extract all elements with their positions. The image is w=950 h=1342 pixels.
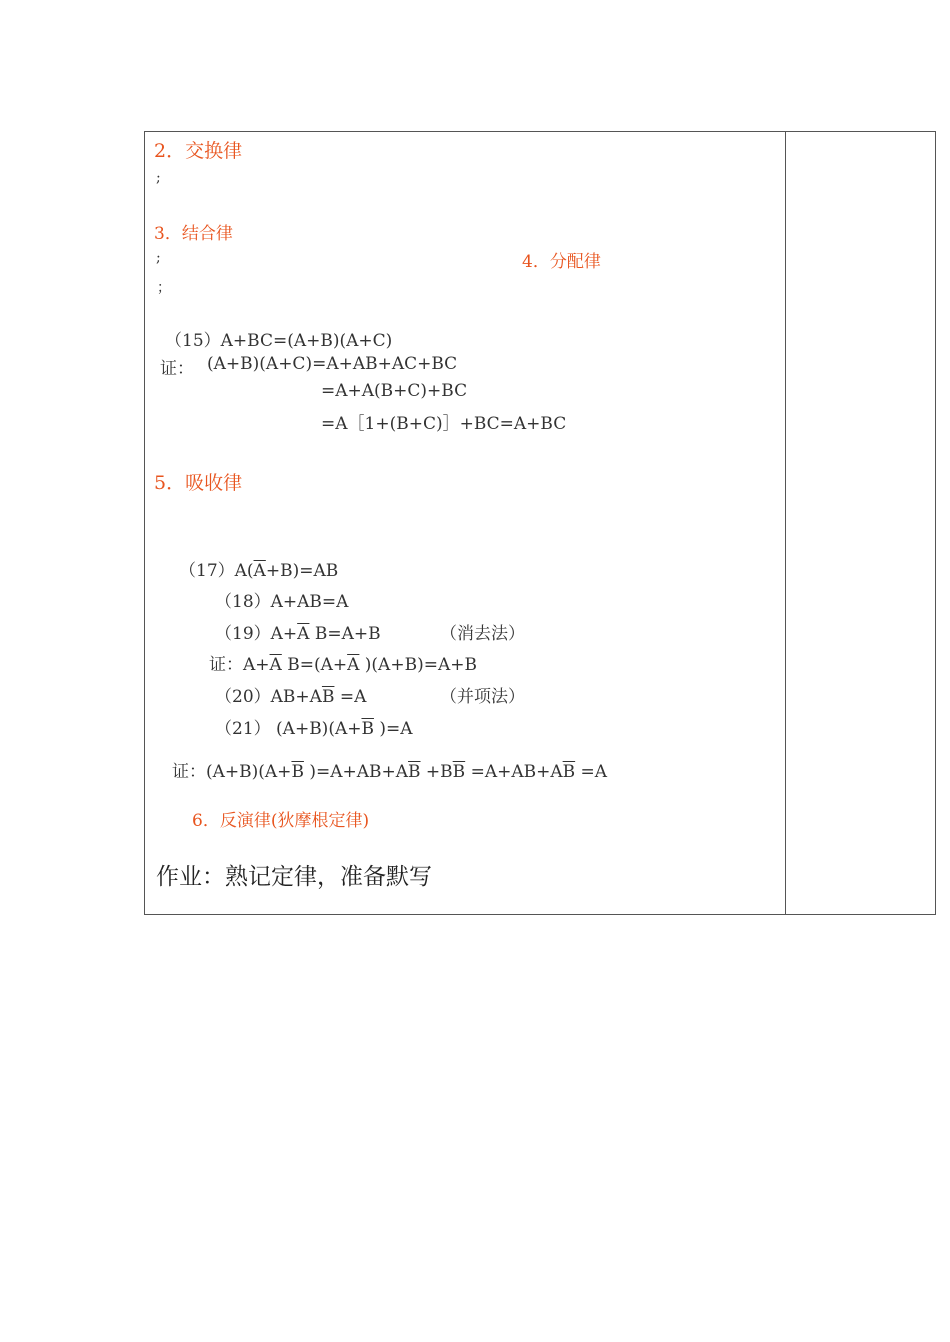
proof-21: 证：$(A+B)(A+\overline{B}$ )$=A+AB+A\overline{B} +B\overline{B} =A+AB+A\overline{B} =A$	[172, 762, 608, 782]
section-associative-heading: 3．结合律	[154, 224, 233, 244]
proof-15-label: 证：	[160, 359, 194, 379]
section-commutative-heading: 2．交换律	[154, 140, 243, 162]
formula-18: （18）A+AB=A	[215, 592, 349, 612]
formula-20-note: （并项法）	[440, 687, 525, 707]
section-demorgan-heading: 6．反演律(狄摩根定律)	[192, 811, 370, 831]
proof-15-line-3: =A［1+(B+C)］+BC=A+BC	[321, 414, 567, 434]
formula-20: $(20)AB+A\overline{B} =A$	[215, 687, 367, 707]
content-table	[144, 131, 936, 915]
semicolon-3: ；	[157, 280, 171, 296]
homework-note: 作业：熟记定律，准备默写	[156, 864, 432, 890]
formula-15: （15）A+BC=(A+B)(A+C)	[165, 331, 393, 351]
formula-19-note: （消去法）	[440, 624, 525, 644]
semicolon-2: ;	[156, 250, 161, 266]
section-distributive-heading: 4．分配律	[522, 252, 601, 272]
formula-21: （21） $(A+B)(A+\overline{B}$ )=A	[215, 719, 413, 739]
formula-17: $(17)A(\overline{A}+B)=AB$	[179, 561, 339, 581]
section-absorption-heading: 5．吸收律	[154, 472, 243, 494]
proof-15-line-1: (A+B)(A+C)=A+AB+AC+BC	[207, 354, 458, 374]
proof-19: 证：$A+\overline{A}$ $B=(A+\overline{A}$ )(A+B)=A+B	[209, 655, 477, 675]
formula-19: $(19)A+\overline{A}$ B=A+B	[215, 624, 381, 644]
semicolon-1: ;	[156, 170, 161, 186]
proof-15-line-2: =A+A(B+C)+BC	[321, 381, 468, 401]
column-divider	[785, 132, 786, 914]
